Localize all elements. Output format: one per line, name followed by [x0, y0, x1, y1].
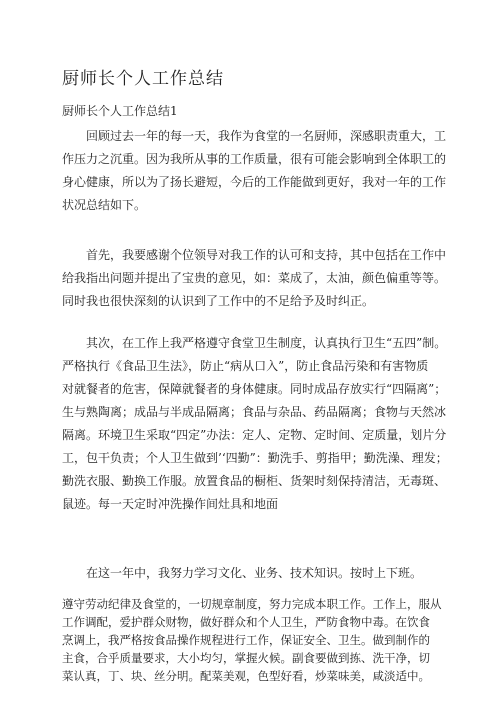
paragraph-hygiene — [62, 332, 448, 516]
document-subtitle: 厨师长个人工作总结1 — [62, 104, 178, 118]
paragraph-line: 其次，在工作上我严格遵守食堂卫生制度，认真执行卫生“五四”制。 — [62, 336, 447, 350]
paragraph-line: 给我指出问题并提出了宝贵的意见，如：菜成了，太油，颜色偏重等等。 — [62, 271, 447, 285]
paragraph-line: 身心健康，所以为了扬长避短，今后的工作能做到更好，我对一年的工作 — [62, 175, 447, 189]
paragraph-line: 对就餐者的危害，保障就餐者的身体健康。同时成品存放实行“四隔离”； — [62, 382, 447, 396]
paragraph-discipline — [62, 595, 442, 685]
paragraph-study — [62, 562, 440, 585]
paragraph-line: 严格执行《食品卫生法》，防止“病从口入”，防止食品污染和有害物质 — [62, 359, 429, 373]
paragraph-line: 作压力之沉重。因为我所从事的工作质量，很有可能会影响到全体职工的 — [62, 152, 447, 166]
paragraph-line: 鼠迹。每一天定时冲洗操作间灶具和地面 — [62, 497, 279, 511]
paragraph-thanks — [62, 244, 447, 313]
paragraph-line: 隔离。环境卫生采取“四定”办法：定人、定物、定时间、定质量，划片分 — [62, 428, 447, 442]
paragraph-line: 遵守劳动纪律及食堂的，一切规章制度，努力完成本职工作。工作上，服从 — [62, 597, 442, 611]
paragraph-line: 烹调上，我严格按食品操作规程进行工作，保证安全、卫生。做到制作的 — [62, 633, 430, 647]
paragraph-line: 生与熟陶离；成品与半成品隔离；食品与杂品、药品隔离；食物与天然冰 — [62, 405, 447, 419]
paragraph-line: 工，包干负责；个人卫生做到’‘四勤”：勤洗手、剪指甲；勤洗澡、理发； — [62, 451, 448, 465]
paragraph-line: 状况总结如下。 — [62, 198, 147, 212]
paragraph-line: 回顾过去一年的每一天，我作为食堂的一名厨师，深感职责重大，工 — [62, 129, 447, 143]
paragraph-line: 勤洗衣服、勤换工作服。放置食品的橱柜、货架时刻保持清洁，无毒斑、 — [62, 474, 447, 488]
paragraph-review — [62, 125, 447, 217]
paragraph-line: 在这一年中，我努力学习文化、业务、技术知识。按时上下班。 — [62, 566, 423, 580]
paragraph-line: 首先，我要感谢个位领导对我工作的认可和支持，其中包括在工作中 — [62, 248, 447, 262]
document-title: 厨师长个人工作总结 — [62, 69, 224, 89]
paragraph-line: 主食，合乎质量要求，大小均匀，掌握火候。副食要做到拣、洗干净，切 — [62, 651, 430, 665]
paragraph-line: 菜认真，丁、块、丝分明。配菜美观，色型好看，炒菜味美，咸淡适中。 — [62, 669, 430, 683]
paragraph-line: 同时我也很快深刻的认识到了工作中的不足给予及时纠正。 — [62, 294, 375, 308]
paragraph-line: 工作调配，爱护群众财物，做好群众和个人卫生，严防食物中毒。在饮食 — [62, 615, 430, 629]
